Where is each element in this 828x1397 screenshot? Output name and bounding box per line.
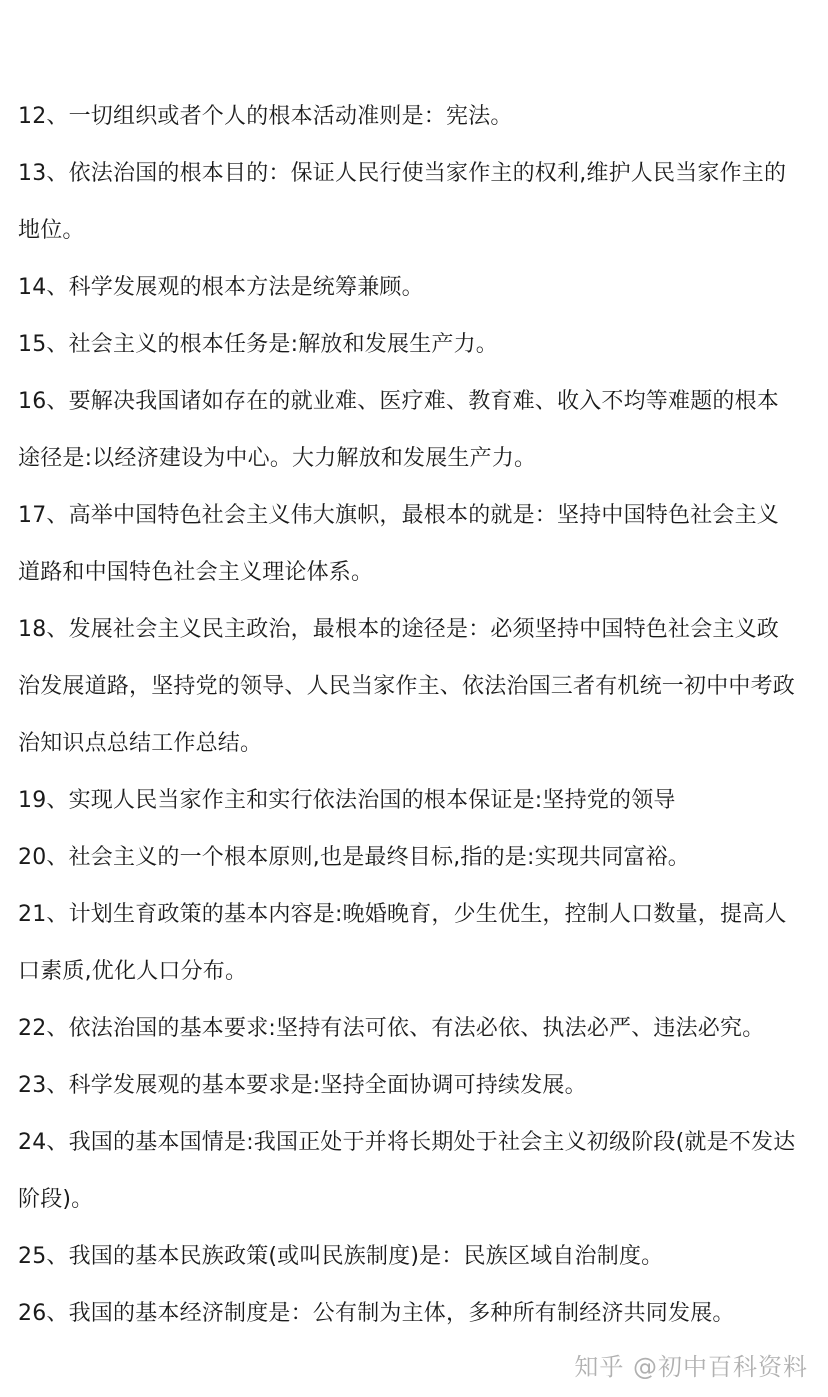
text-line: 15、社会主义的根本任务是:解放和发展生产力。 (18, 332, 499, 357)
text-line: 21、计划生育政策的基本内容是:晚婚晚育，少生优生，控制人口数量，提高人 (18, 902, 787, 927)
text-line: 24、我国的基本国情是:我国正处于并将长期处于社会主义初级阶段(就是不发达 (18, 1130, 796, 1155)
text-line: 地位。 (18, 218, 85, 243)
text-line: 26、我国的基本经济制度是：公有制为主体，多种所有制经济共同发展。 (18, 1301, 735, 1326)
text-line: 治发展道路，坚持党的领导、人民当家作主、依法治国三者有机统一初中中考政 (18, 674, 796, 699)
list-item (18, 772, 828, 829)
document-body (18, 88, 828, 1342)
list-item (18, 1285, 828, 1342)
list-item (18, 1114, 828, 1228)
text-line: 20、社会主义的一个根本原则,也是最终目标,指的是:实现共同富裕。 (18, 845, 690, 870)
text-line: 治知识点总结工作总结。 (18, 731, 263, 756)
watermark: 知乎 @初中百科资料 (574, 1353, 808, 1381)
list-item (18, 886, 828, 1000)
text-line: 口素质,优化人口分布。 (18, 959, 248, 984)
text-line: 16、要解决我国诸如存在的就业难、医疗难、教育难、收入不均等难题的根本 (18, 389, 779, 414)
list-item (18, 1000, 828, 1057)
text-line: 18、发展社会主义民主政治，最根本的途径是：必须坚持中国特色社会主义政 (18, 617, 779, 642)
text-line: 13、依法治国的根本目的：保证人民行使当家作主的权利,维护人民当家作主的 (18, 161, 787, 186)
list-item (18, 145, 828, 259)
text-line: 阶段)。 (18, 1187, 94, 1212)
list-item (18, 88, 828, 145)
text-line: 12、一切组织或者个人的根本活动准则是：宪法。 (18, 104, 513, 129)
text-line: 22、依法治国的基本要求:坚持有法可依、有法必依、执法必严、违法必究。 (18, 1016, 765, 1041)
text-line: 14、科学发展观的根本方法是统筹兼顾。 (18, 275, 424, 300)
text-line: 17、高举中国特色社会主义伟大旗帜，最根本的就是：坚持中国特色社会主义 (18, 503, 779, 528)
list-item (18, 1228, 828, 1285)
list-item (18, 316, 828, 373)
list-item (18, 487, 828, 601)
text-line: 25、我国的基本民族政策(或叫民族制度)是：民族区域自治制度。 (18, 1244, 664, 1269)
text-line: 19、实现人民当家作主和实行依法治国的根本保证是:坚持党的领导 (18, 788, 676, 813)
text-line: 23、科学发展观的基本要求是:坚持全面协调可持续发展。 (18, 1073, 587, 1098)
list-item (18, 829, 828, 886)
list-item (18, 373, 828, 487)
list-item (18, 259, 828, 316)
list-item (18, 1057, 828, 1114)
text-line: 途径是:以经济建设为中心。大力解放和发展生产力。 (18, 446, 537, 471)
text-line: 道路和中国特色社会主义理论体系。 (18, 560, 374, 585)
list-item (18, 601, 828, 772)
